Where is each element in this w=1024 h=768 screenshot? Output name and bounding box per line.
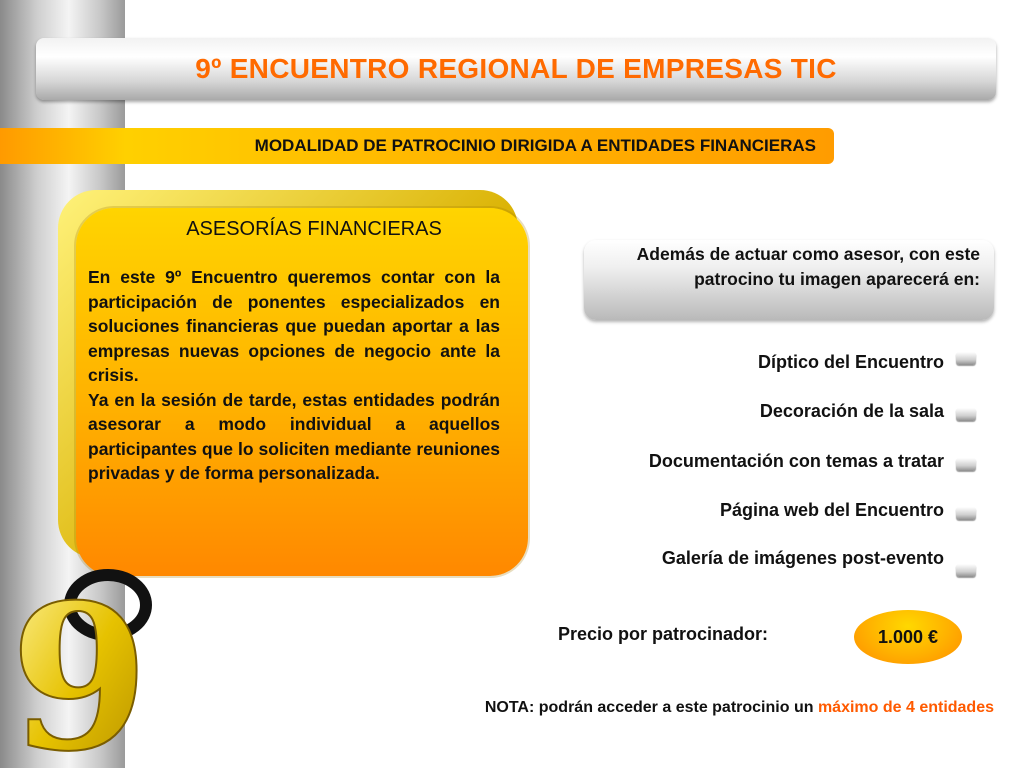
bullet-icon <box>956 564 976 577</box>
card-paragraph-1: En este 9º Encuentro queremos contar con la participación de ponentes especializados en soluciones financieras que puedan aportar a las empresas nuevas opciones de negocio ante la crisis. <box>88 267 500 385</box>
title-bar <box>36 38 996 100</box>
list-item-documentacion: Documentación con temas a tratar <box>648 451 944 471</box>
bullet-icon <box>956 408 976 421</box>
list-item-diptico: Díptico del Encuentro <box>757 352 944 372</box>
note-prefix: NOTA: podrán acceder a este patrocinio un <box>484 699 818 716</box>
list-item-pagina-web: Página web del Encuentro <box>719 500 944 520</box>
list-item-decoracion: Decoración de la sala <box>759 401 944 421</box>
list-item-galeria: Galería de imágenes post-evento <box>661 548 944 568</box>
price-badge <box>854 610 962 664</box>
info-box <box>584 240 994 320</box>
asesorias-card <box>76 208 528 576</box>
page-subtitle: MODALIDAD DE PATROCINIO DIRIGIDA A ENTIDADES FINANCIERAS <box>254 136 816 155</box>
card-body <box>88 265 500 486</box>
card-title: ASESORÍAS FINANCIERAS <box>186 218 442 240</box>
bullet-icon <box>956 352 976 365</box>
subtitle-bar <box>0 128 834 164</box>
note-highlight: máximo de 4 entidades <box>817 699 994 716</box>
nine-logo-icon <box>8 560 158 760</box>
logo-glyph: 9 <box>10 561 150 760</box>
info-text: Además de actuar como asesor, con este patrocino tu imagen aparecerá en: <box>636 244 980 289</box>
price-value: 1.000 € <box>877 626 939 647</box>
card-paragraph-2: Ya en la sesión de tarde, estas entidades podrán asesorar a modo individual a aquellos participantes que lo soliciten mediante reuniones privadas y de forma personalizada. <box>88 389 500 483</box>
bullet-icon <box>956 507 976 520</box>
note-text <box>485 699 994 717</box>
bullet-icon <box>956 458 976 471</box>
price-label: Precio por patrocinador: <box>558 624 769 644</box>
page-title: 9º ENCUENTRO REGIONAL DE EMPRESAS TIC <box>195 53 837 84</box>
